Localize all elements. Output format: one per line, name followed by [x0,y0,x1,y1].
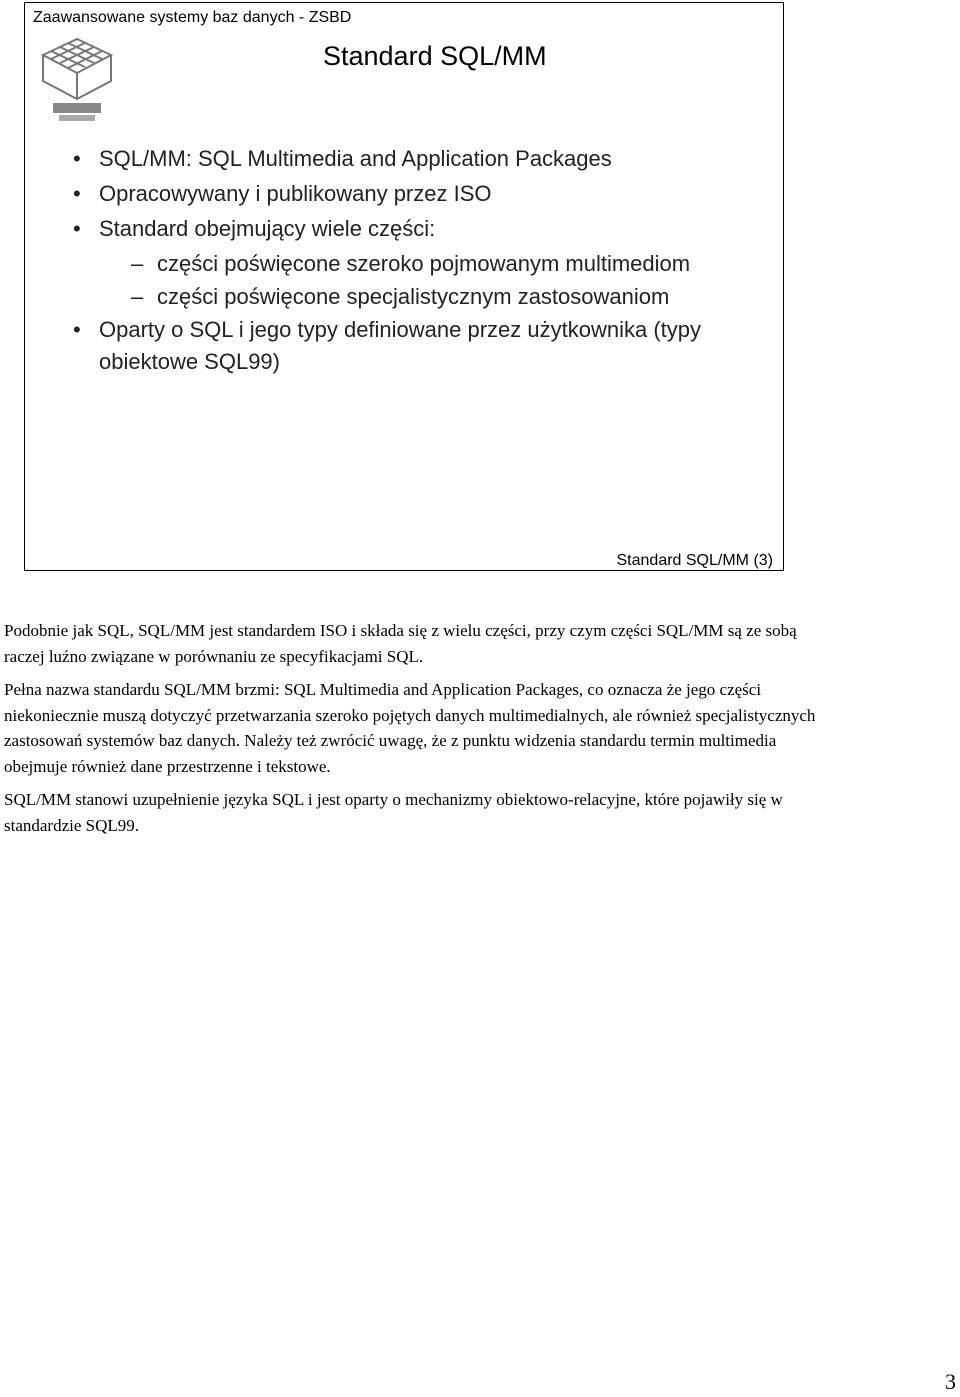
bullet-marker: • [73,181,81,206]
notes-paragraph: Pełna nazwa standardu SQL/MM brzmi: SQL Multimedia and Application Packages, co oznacza że jego części niekoniecznie muszą dotyczyć przetwarzania szeroko pojętych danych multimedialnych, ale również specjalistycznych zastosowań systemów baz danych. Należy też zwrócić uwagę, że z punktu widzenia standardu termin multimedia obejmuje również dane przestrzenne i tekstowe. [4,680,816,776]
page-number: 3 [945,1369,956,1394]
slide-frame [24,2,784,571]
slide-footer-label: Standard SQL/MM (3) [616,552,773,569]
sub-bullet-item [131,248,773,279]
bullet-item [73,143,773,175]
bullet-text: Opracowywany i publikowany przez ISO [99,181,492,206]
bullet-marker: • [73,317,81,342]
dash-marker: – [131,284,144,309]
university-logo-icon [37,33,117,125]
dash-marker: – [131,251,144,276]
slide-title: Standard SQL/MM [323,41,547,71]
bullet-item [73,213,773,245]
notes-paragraph: SQL/MM stanowi uzupełnienie języka SQL i jest oparty o mechanizmy obiektowo-relacyjne, które pojawiły się w standardzie SQL99. [4,790,783,835]
bullet-marker: • [73,146,81,171]
sub-bullet-item [131,281,773,312]
bullet-text: Standard obejmujący wiele części: [99,216,436,241]
bullet-marker: • [73,216,81,241]
notes-paragraph: Podobnie jak SQL, SQL/MM jest standardem ISO i składa się z wielu części, przy czym części SQL/MM są ze sobą raczej luźno związane w porównaniu ze specyfikacjami SQL. [4,621,797,666]
bullet-item [73,178,773,210]
bullet-item [73,314,773,378]
bullet-text: SQL/MM: SQL Multimedia and Application Packages [99,146,612,171]
bullet-text: części poświęcone specjalistycznym zastosowaniom [157,284,670,309]
bullet-list [73,143,773,381]
course-header: Zaawansowane systemy baz danych - ZSBD [33,9,352,26]
bullet-text: Oparty o SQL i jego typy definiowane przez użytkownika (typy obiektowe SQL99) [99,317,702,374]
lecture-notes [4,618,824,846]
bullet-text: części poświęcone szeroko pojmowanym multimediom [157,251,691,276]
